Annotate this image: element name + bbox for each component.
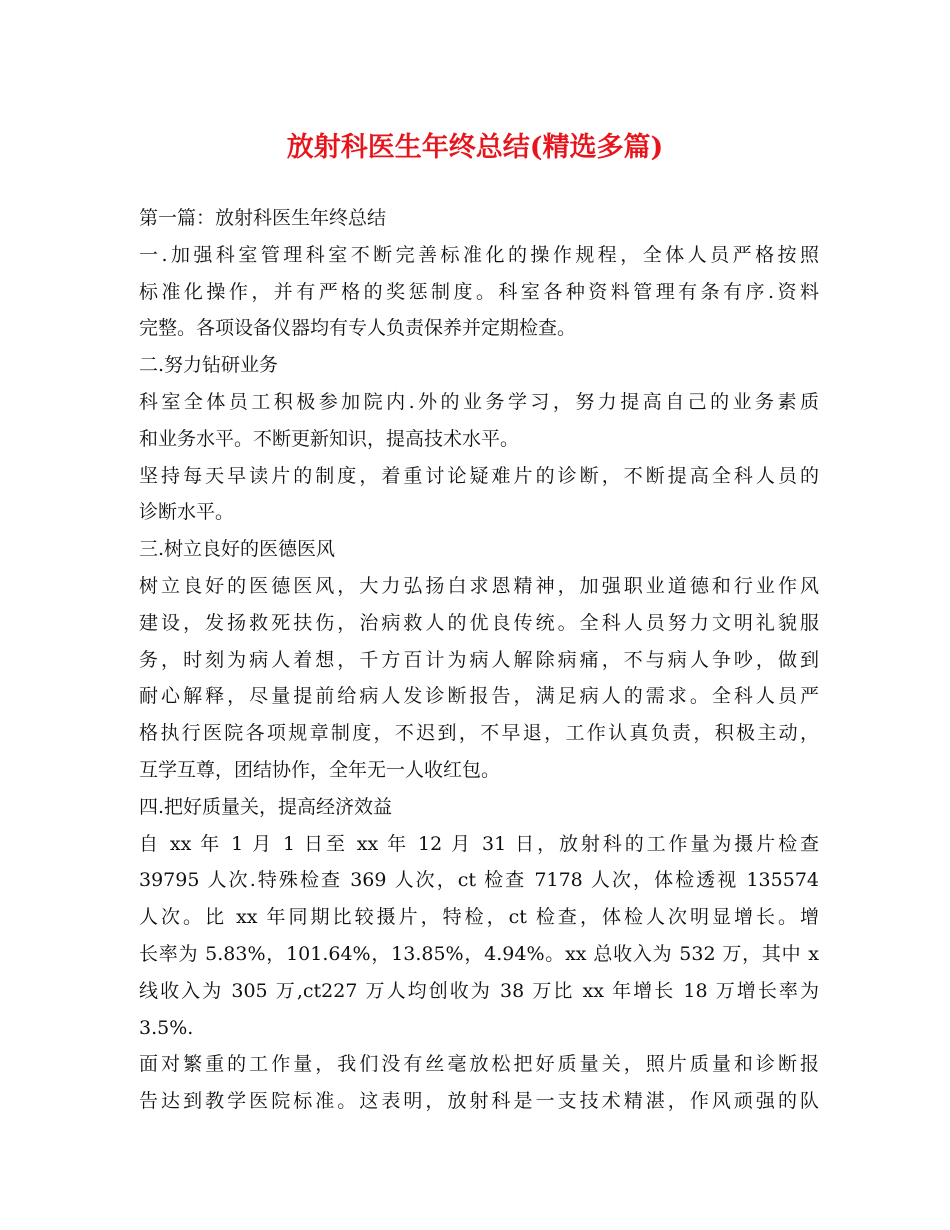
text-line: 互学互尊，团结协作，全年无一人收红包。 [139, 758, 501, 781]
text-line: 诊断水平。 [139, 501, 235, 524]
text-line: 和业务水平。不断更新知识，提高技术水平。 [139, 427, 520, 450]
text-line: 二.努力钻研业务 [139, 354, 279, 377]
text-line: 长率为 5.83%，101.64%，13.85%，4.94%。xx 总收入为 532 万，其中 x [139, 942, 819, 965]
text-line: 建设，发扬救死扶伤，治病救人的优良传统。全科人员努力文明礼貌服 [139, 611, 819, 634]
text-line: 坚持每天早读片的制度，着重讨论疑难片的诊断，不断提高全科人员的 [139, 464, 819, 487]
text-line: 标准化操作，并有严格的奖惩制度。科室各种资料管理有条有序.资料 [139, 280, 819, 303]
text-line: 科室全体员工积极参加院内.外的业务学习，努力提高自己的业务素质 [139, 390, 819, 413]
text-line: 三.树立良好的医德医风 [139, 538, 336, 561]
text-line: 第一篇：放射科医生年终总结 [139, 207, 387, 229]
text-line: 树立良好的医德医风，大力弘扬白求恩精神，加强职业道德和行业作风 [139, 574, 819, 597]
text-line: 告达到教学医院标准。这表明，放射科是一支技术精湛，作风顽强的队 [139, 1090, 819, 1113]
text-line: 39795 人次.特殊检查 369 人次，ct 检查 7178 人次，体检透视 135574 [139, 869, 819, 892]
text-line: 面对繁重的工作量，我们没有丝毫放松把好质量关，照片质量和诊断报 [139, 1053, 819, 1076]
text-line: 耐心解释，尽量提前给病人发诊断报告，满足病人的需求。全科人员严 [139, 685, 819, 708]
text-line: 线收入为 305 万,ct227 万人均创收为 38 万比 xx 年增长 18 万增长率为 [139, 979, 819, 1002]
text-line: 一.加强科室管理科室不断完善标准化的操作规程，全体人员严格按照 [139, 243, 819, 266]
text-line: 人次。比 xx 年同期比较摄片，特检，ct 检查，体检人次明显增长。增 [139, 906, 819, 929]
document-body [139, 200, 819, 1120]
text-line: 3.5%. [139, 1016, 194, 1039]
text-line: 自 xx 年 1 月 1 日至 xx 年 12 月 31 日，放射科的工作量为摄片检查 [139, 832, 819, 855]
text-line: 四.把好质量关，提高经济效益 [139, 795, 393, 818]
text-line: 完整。各项设备仪器均有专人负责保养并定期检查。 [139, 317, 577, 340]
text-line: 务，时刻为病人着想，千方百计为病人解除病痛，不与病人争吵，做到 [139, 648, 819, 671]
text-line: 格执行医院各项规章制度，不迟到，不早退，工作认真负责，积极主动， [139, 722, 819, 745]
document-title: 放射科医生年终总结(精选多篇) [286, 132, 664, 163]
